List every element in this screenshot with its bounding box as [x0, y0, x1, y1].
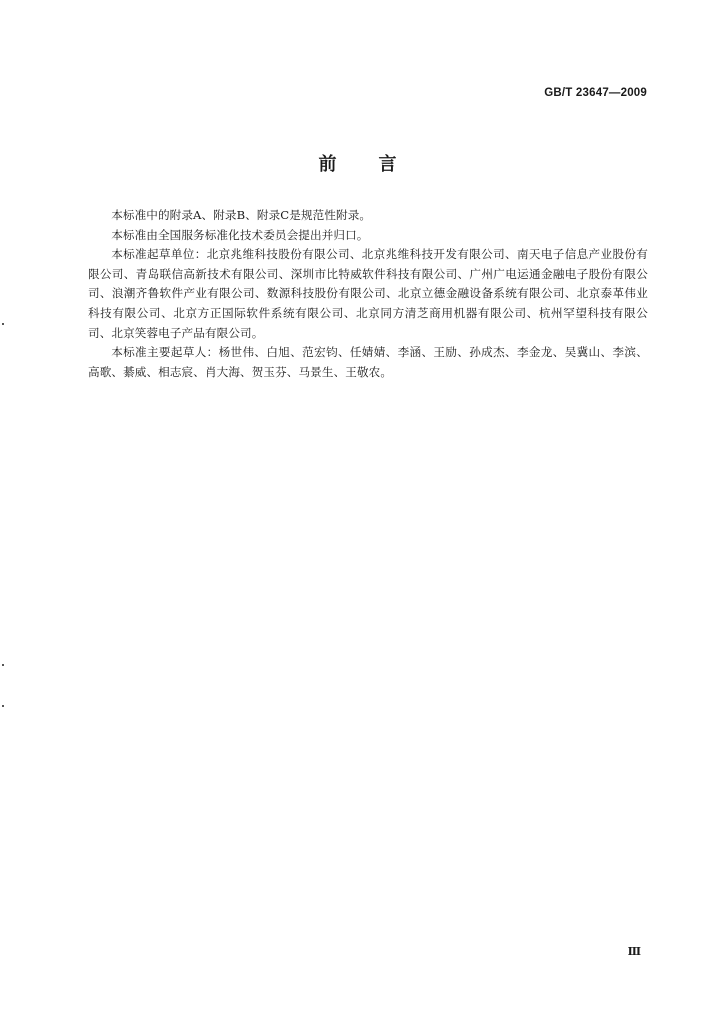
paragraph-committee: 本标准由全国服务标准化技术委员会提出并归口。	[111, 227, 369, 242]
paragraph-appendix: 本标准中的附录A、附录B、附录C是规范性附录。	[111, 208, 372, 222]
paragraph-drafters: 本标准主要起草人：杨世伟、白旭、范宏钧、任婧婧、李涵、王励、孙成杰、李金龙、吴冀山、李滨、高歌、綦威、相志宸、肖大海、贺玉芬、马景生、王敬农。	[88, 345, 648, 379]
scan-speck	[2, 664, 4, 666]
page-title: 前言	[318, 154, 439, 175]
standard-number: GB/T 23647—2009	[544, 87, 647, 99]
foreword-body	[88, 206, 648, 382]
paragraph-drafting-units: 本标准起草单位：北京兆维科技股份有限公司、北京兆维科技开发有限公司、南天电子信息产业股份有限公司、青岛联信高新技术有限公司、深圳市比特威软件科技有限公司、广州广电运通金融电子股份有限公司、浪潮齐鲁软件产业有限公司、数源科技股份有限公司、北京立德金融设备系统有限公司、北京泰革伟业科技有限公司、北京方正国际软件系统有限公司、北京同方清芝商用机器有限公司、杭州罕望科技有限公司、北京笑蓉电子产品有限公司。	[88, 247, 648, 340]
scan-speck	[2, 323, 4, 325]
scan-speck	[2, 705, 4, 707]
page-number: Ⅲ	[627, 945, 641, 958]
